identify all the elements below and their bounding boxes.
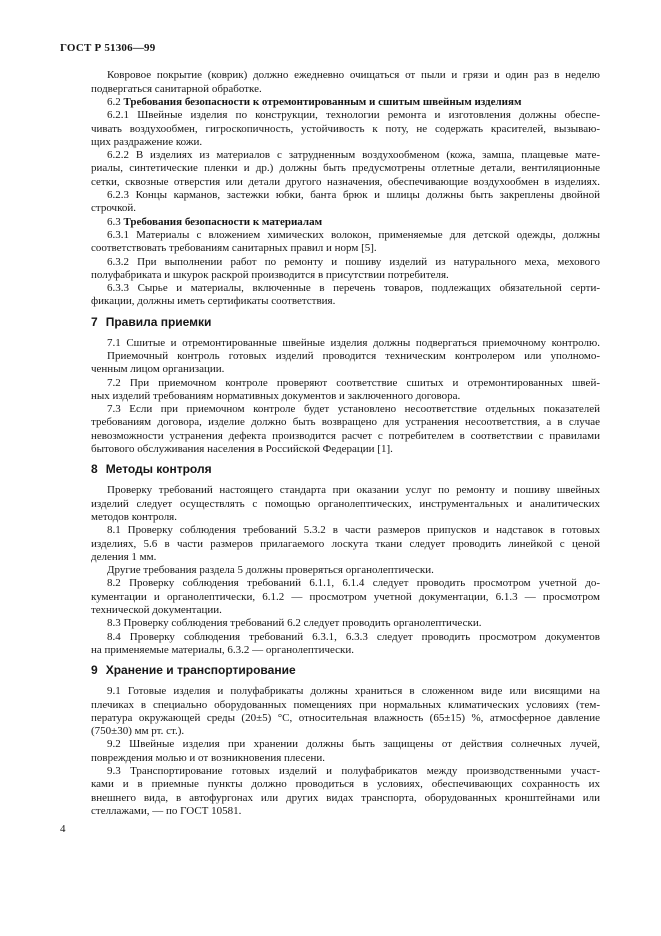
paragraph-9-2 xyxy=(91,738,600,765)
text-line: технической документации. xyxy=(91,604,222,617)
subsection-heading-6-3 xyxy=(91,216,600,229)
text-line: 6.3.1 Материалы с вложением химических волокон, применяемые для детской одежды, должны xyxy=(107,228,600,241)
paragraph-8-1-other xyxy=(91,564,600,577)
section-title: Правила приемки xyxy=(105,314,212,329)
text-line: сетки, сквозные отверстия или детали другого назначения, обеспечивающие воздухообмен в изделиях. xyxy=(91,175,600,188)
text-line: плечиках в специально оборудованных помещениях при нормальных климатических условиях (тем- xyxy=(91,698,600,711)
text-line: соответствовать требованиям санитарных правил и норм [5]. xyxy=(91,242,377,255)
text-line: 9.1 Готовые изделия и полуфабрикаты должны храниться в сложенном виде или висящими на xyxy=(107,685,600,698)
text-line: строчкой. xyxy=(91,202,136,215)
text-column xyxy=(91,69,600,818)
paragraph-carpet-cleaning xyxy=(91,69,600,96)
paragraph-8-intro xyxy=(91,484,600,524)
text-line: внешнего вида, в автофургонах или других видах транспорта, оборудованных кронштейнами или xyxy=(91,791,600,804)
text-line: повреждения молью и от возникновения плесени. xyxy=(91,751,325,764)
text-line: полуфабриката и шкурок раскрой производится в присутствии потребителя. xyxy=(91,268,449,281)
paragraph-6-3-1 xyxy=(91,229,600,256)
text-line: подвергаться санитарной обработке. xyxy=(91,82,262,95)
section-number: 8 xyxy=(91,462,98,477)
paragraph-7-1-acceptance xyxy=(91,350,600,377)
text-line: деления 1 мм. xyxy=(91,550,157,563)
subsection-title: Требования безопасности к отремонтированным и сшитым швейным изделиям xyxy=(123,95,522,108)
text-line: риалы, синтетические пленки и др.) должны быть предусмотрены отлетные детали, вентиляционные xyxy=(91,162,600,175)
text-line: 7.1 Сшитые и отремонтированные швейные изделия должны подвергаться приемочному контролю. xyxy=(107,336,600,349)
paragraph-6-2-3 xyxy=(91,189,600,216)
text-line: 9.2 Швейные изделия при хранении должны быть защищены от действия солнечных лучей, xyxy=(107,738,600,751)
text-line: 8.4 Проверку соблюдения требований 6.3.1, 6.3.3 следует проводить просмотром документов xyxy=(107,630,600,643)
text-line: 6.2.3 Концы карманов, застежки юбки, банта брюк и шлицы должны быть закреплены двойной xyxy=(107,189,600,202)
section-title: Хранение и транспортирование xyxy=(105,663,296,678)
paragraph-6-2-1 xyxy=(91,109,600,149)
text-line: кументации и органолептически, 6.1.2 — просмотром учетной документации, 6.1.3 — просмотром xyxy=(91,590,600,603)
paragraph-6-3-3 xyxy=(91,282,600,309)
text-line: Приемочный контроль готовых изделий проводится техническим контролером или уполномо- xyxy=(107,349,600,362)
paragraph-7-1 xyxy=(91,337,600,350)
text-line: 6.2.2 В изделиях из материалов с затрудненным воздухообменом (кожа, замша, плащевые мате- xyxy=(107,149,600,162)
text-line: 7.3 Если при приемочном контроле будет установлено несоответствие отдельных показателей xyxy=(107,403,600,416)
paragraph-9-3 xyxy=(91,765,600,818)
text-line: стеллажами, — по ГОСТ 10581. xyxy=(91,804,242,817)
text-line: Другие требования раздела 5 должны проверяться органолептически. xyxy=(107,564,434,577)
section-number: 9 xyxy=(91,663,98,678)
text-line: 8.1 Проверку соблюдения требований 5.3.2 в части размеров припусков и надставок в готовых xyxy=(107,524,600,537)
text-line: ками и в приемные пункты должно проводиться в условиях, обеспечивающих сохранность их xyxy=(91,778,600,791)
text-line: 8.2 Проверку соблюдения требований 6.1.1, 6.1.4 следует проводить просмотром учетной до- xyxy=(107,577,600,590)
text-line: Ковровое покрытие (коврик) должно ежедневно очищаться от пыли и грязи и один раз в неделю xyxy=(107,69,600,82)
section-number: 7 xyxy=(91,314,98,329)
text-line: 7.2 При приемочном контроле проверяют соответствие сшитых и отремонтированных швей- xyxy=(107,376,600,389)
paragraph-8-1 xyxy=(91,524,600,564)
subsection-heading-6-2 xyxy=(91,96,600,109)
text-line: 6.2.1 Швейные изделия по конструкции, технологии ремонта и изготовления должны обеспе- xyxy=(107,109,600,122)
text-line: 6.3.3 Сырье и материалы, включенные в перечень товаров, подлежащих обязательной серти- xyxy=(107,282,600,295)
subsection-number: 6.2 xyxy=(107,95,121,108)
running-header: ГОСТ Р 51306—99 xyxy=(60,42,156,54)
text-line: фикации, должны иметь сертификаты соответствия. xyxy=(91,295,336,308)
section-heading-7 xyxy=(91,314,600,330)
paragraph-8-4 xyxy=(91,631,600,658)
text-line: невозможности устранения дефекта производится расчет с потребителем в соответствии с правилами xyxy=(91,429,600,442)
section-heading-9 xyxy=(91,662,600,678)
paragraph-6-3-2 xyxy=(91,256,600,283)
text-line: 6.3.2 При выполнении работ по ремонту и пошиву изделий из натурального меха, мехового xyxy=(107,255,600,268)
text-line: изделиях, 5.6 в части размеров прилагаемого лоскута ткани следует проводить линейкой с ценой xyxy=(91,537,600,550)
text-line: Проверку требований настоящего стандарта при оказании услуг по ремонту и пошиву швейных xyxy=(107,484,600,497)
paragraph-6-2-2 xyxy=(91,149,600,189)
text-line: изделий следует осуществлять с помощью органолептических, инструментальных и аналитических xyxy=(91,497,600,510)
text-line: 8.3 Проверку соблюдения требований 6.2 следует проводить органолептически. xyxy=(107,617,482,630)
text-line: методов контроля. xyxy=(91,510,177,523)
section-heading-8 xyxy=(91,461,600,477)
text-line: бытового обслуживания населения в Российской Федерации [1]. xyxy=(91,443,393,456)
paragraph-7-2 xyxy=(91,377,600,404)
paragraph-8-3 xyxy=(91,617,600,630)
text-line: на применяемые материалы, 6.3.2 — органолептически. xyxy=(91,643,355,656)
paragraph-7-3 xyxy=(91,403,600,456)
subsection-number: 6.3 xyxy=(107,215,121,228)
paragraph-9-1 xyxy=(91,685,600,738)
paragraph-8-2 xyxy=(91,577,600,617)
text-line: требованиям договора, изделие должно быть возвращено для устранения несоответствия, а в случае xyxy=(91,416,600,429)
text-line: пература окружающей среды (20±5) °С, относительная влажность (65±15) %, атмосферное давление xyxy=(91,711,600,724)
text-line: щих раздражение кожи. xyxy=(91,135,203,148)
text-line: (750±30) мм рт. ст.). xyxy=(91,725,185,738)
page-number: 4 xyxy=(60,823,66,836)
text-line: ных изделий требованиям нормативных документов и заключенного договора. xyxy=(91,389,461,402)
text-line: ченным лицом организации. xyxy=(91,363,225,376)
section-title: Методы контроля xyxy=(105,462,212,477)
text-line: 9.3 Транспортирование готовых изделий и полуфабрикатов между производственными участ- xyxy=(107,765,600,777)
subsection-title: Требования безопасности к материалам xyxy=(123,215,323,228)
text-line: чивать воздухообмен, гигроскопичность, устойчивость к поту, не содержать красителей, вызываю- xyxy=(91,122,600,135)
